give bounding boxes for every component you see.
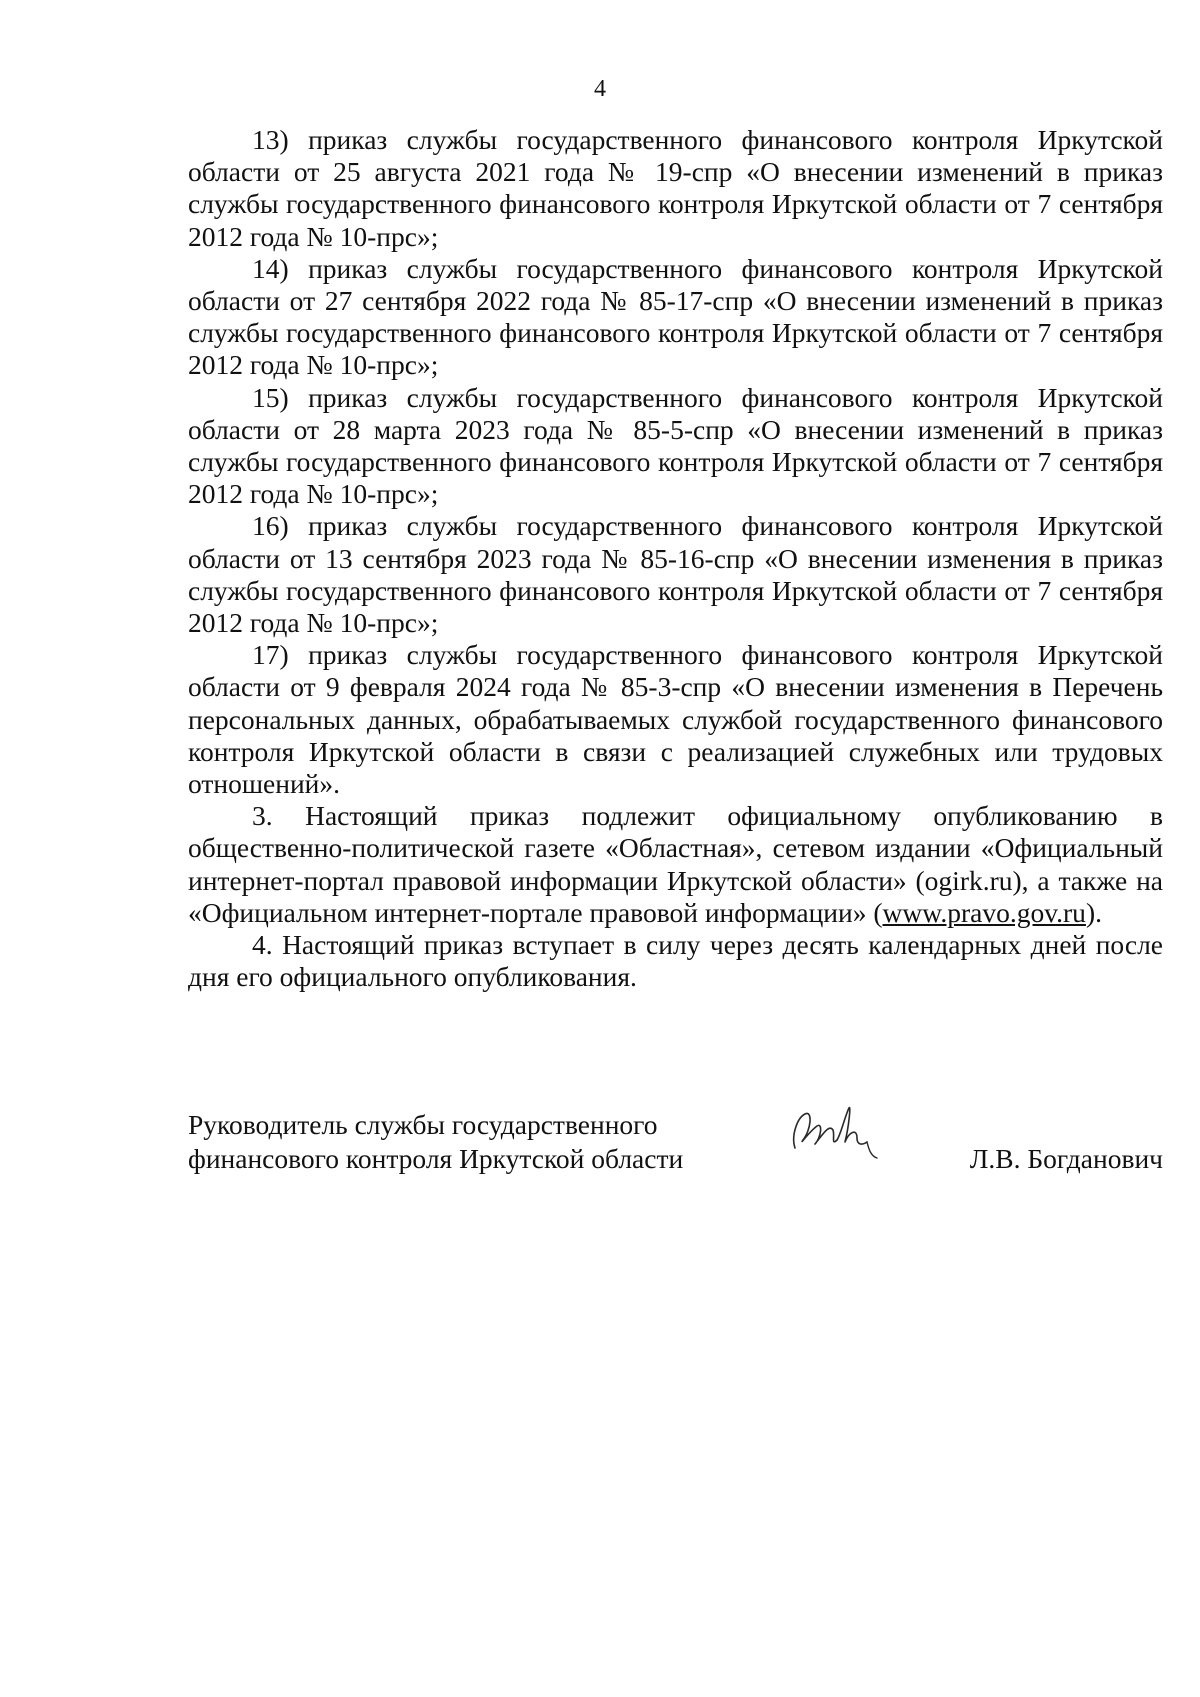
list-item-15: 15) приказ службы государственного финансового контроля Иркутской области от 28 марта 2023 года № 85-5-спр «О внесении изменений в приказ службы государственного финансового контроля Иркутской области от 7 сентября 2012 года № 10-прс»; — [188, 381, 1163, 510]
list-item-13: 13) приказ службы государственного финансового контроля Иркутской области от 25 августа 2021 года № 19-спр «О внесении изменений в приказ службы государственного финансового контроля Иркутской области от 7 сентября 2012 года № 10-прс»; — [188, 124, 1163, 252]
list-item-17: 17) приказ службы государственного финансового контроля Иркутской области от 9 февраля 2024 года № 85-3-спр «О внесении изменения в Перечень персональных данных, обрабатываемых службой государственного финансового контроля Иркутской области в связи с реализацией служебных или трудовых отношений». — [188, 639, 1163, 800]
publication-tail: ). — [1085, 896, 1102, 928]
signatory-title-line2: финансового контроля Иркутской области — [188, 1143, 684, 1174]
list-item-16: 16) приказ службы государственного финансового контроля Иркутской области от 13 сентября 2023 года № 85-16-спр «О внесении изменения в приказ службы государственного финансового контроля Иркутской области от 7 сентября 2012 года № 10-прс»; — [188, 510, 1163, 639]
handwritten-signature — [783, 1096, 883, 1166]
signatory-title — [188, 1108, 748, 1176]
pravo-link[interactable]: www.pravo.gov.ru — [882, 896, 1086, 928]
publication-clause — [188, 800, 1163, 929]
signatory-title-line1: Руководитель службы государственного — [188, 1109, 658, 1140]
signature-block — [188, 1108, 1163, 1188]
list-item-14: 14) приказ службы государственного финансового контроля Иркутской области от 27 сентября 2022 года № 85-17-спр «О внесении изменений в приказ службы государственного финансового контроля Иркутской области от 7 сентября 2012 года № 10-прс»; — [188, 252, 1163, 381]
page-number: 4 — [594, 76, 606, 102]
publication-text: 3. Настоящий приказ подлежит официальному опубликованию в общественно-политической газете «Областная», сетевом издании «Официальный интернет-портал правовой информации Иркутской области» (ogirk.ru), а также на «Официальном интернет-портале правовой информации» ( — [188, 800, 1163, 928]
document-body — [188, 124, 1163, 993]
signatory-name: Л.В. Богданович — [969, 1143, 1163, 1174]
effective-clause: 4. Настоящий приказ вступает в силу через десять календарных дней после дня его официального опубликования. — [188, 929, 1163, 993]
